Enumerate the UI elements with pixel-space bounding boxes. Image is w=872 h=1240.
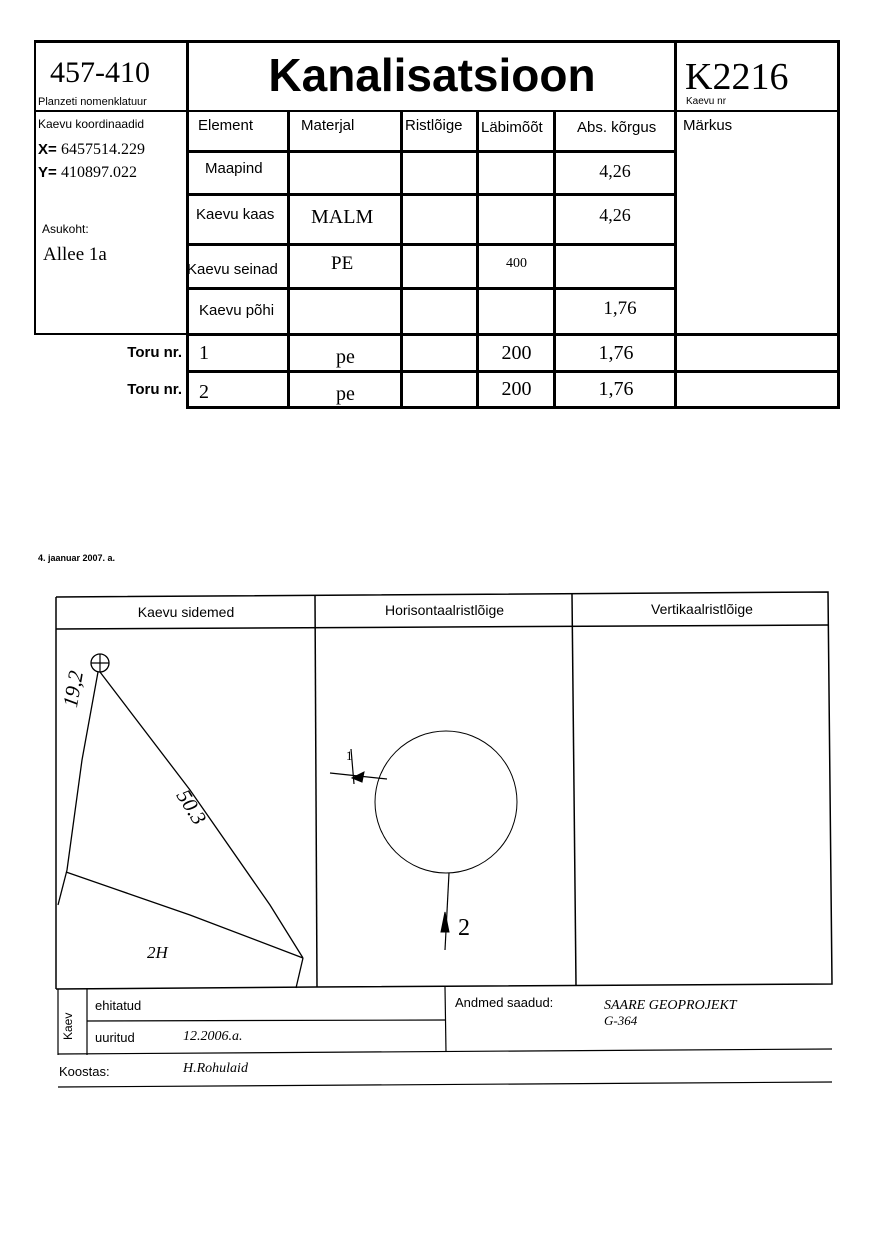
pipe-abs-height: 1,76 <box>598 342 634 364</box>
distance-label-b: 50.3 <box>171 785 212 829</box>
location-caption: Asukoht: <box>42 222 89 236</box>
col-header-remarks: Märkus <box>683 117 733 134</box>
footer-bottom-line <box>58 1049 832 1054</box>
row-element: Kaevu seinad <box>187 261 278 278</box>
building-edge <box>58 870 67 905</box>
compiled-label: Koostas: <box>59 1064 110 1079</box>
document-date: 4. jaanuar 2007. a. <box>38 553 116 563</box>
row-element: Kaevu põhi <box>199 302 275 319</box>
drawing-col-divider-2 <box>572 594 576 985</box>
row-material: MALM <box>311 206 374 228</box>
pipe-2-arrow <box>441 912 449 932</box>
pipe-label: Toru nr. <box>127 381 182 398</box>
drawing-col-divider-1 <box>315 596 317 987</box>
pipe-label: Toru nr. <box>127 344 182 361</box>
row-abs-height: 4,26 <box>599 205 631 225</box>
row-material: PE <box>331 253 354 274</box>
corner-label: 2H <box>147 943 168 962</box>
pipe-2-line <box>445 873 449 950</box>
drawing-header-line <box>56 625 829 629</box>
data-source-name: SAARE GEOPROJEKT <box>604 998 737 1013</box>
col-header-well-ties: Kaevu sidemed <box>137 604 235 620</box>
row-abs-height: 1,76 <box>603 298 637 319</box>
y-label: Y= <box>38 164 57 181</box>
pipe-2-label: 2 <box>458 915 470 941</box>
well-number: K2216 <box>685 56 789 98</box>
compiled-value: H.Rohulaid <box>183 1061 248 1076</box>
data-source-label: Andmed saadud: <box>455 995 554 1010</box>
col-header-material: Materjal <box>301 117 355 134</box>
pipe-diameter: 200 <box>501 342 532 364</box>
col-header-vertical-section: Vertikaalristlõige <box>651 601 753 617</box>
location-value: Allee 1a <box>43 244 107 265</box>
pipe-diameter: 200 <box>501 378 532 400</box>
distance-label-a: 19,2 <box>58 668 89 710</box>
pipe-abs-height: 1,76 <box>598 378 634 400</box>
pipe-material: pe <box>336 346 355 368</box>
pipe-number: 1 <box>199 342 209 364</box>
col-header-horizontal-section: Horisontaalristlõige <box>384 602 505 618</box>
col-header-abs-height: Abs. kõrgus <box>577 119 657 136</box>
y-value: 410897.022 <box>61 164 137 181</box>
building-corner-edge <box>296 958 303 988</box>
row-diameter: 400 <box>506 256 527 271</box>
sheet-number-caption: Planzeti nomenklatuur <box>38 96 147 108</box>
col-header-diameter: Läbimõõt <box>481 119 543 136</box>
row-element: Kaevu kaas <box>196 206 275 223</box>
building-wall <box>66 872 303 958</box>
page-title: Kanalisatsioon <box>268 49 596 101</box>
pipe-material: pe <box>336 383 355 405</box>
well-caption: Kaev <box>61 1012 75 1040</box>
built-label: ehitatud <box>95 998 142 1013</box>
surveyed-label: uuritud <box>95 1030 135 1045</box>
x-value: 6457514.229 <box>61 141 145 158</box>
row-element: Maapind <box>205 160 263 177</box>
footer-mid-line <box>445 987 446 1052</box>
well-cross-section-circle <box>375 731 517 873</box>
footer-sign-line <box>58 1082 832 1087</box>
col-header-cross-section: Ristlõige <box>405 117 463 134</box>
well-number-caption: Kaevu nr <box>686 96 727 107</box>
coordinates-caption: Kaevu koordinaadid <box>38 117 145 131</box>
surveyed-value: 12.2006.a. <box>183 1029 243 1044</box>
col-header-element: Element <box>198 117 254 134</box>
footer-row-line <box>87 1020 445 1021</box>
pipe-1-label: 1 <box>346 748 353 763</box>
x-label: X= <box>38 141 57 158</box>
sheet-number: 457-410 <box>50 56 150 89</box>
pipe-number: 2 <box>199 381 209 403</box>
row-abs-height: 4,26 <box>599 161 631 181</box>
data-source-code: G-364 <box>604 1013 638 1028</box>
